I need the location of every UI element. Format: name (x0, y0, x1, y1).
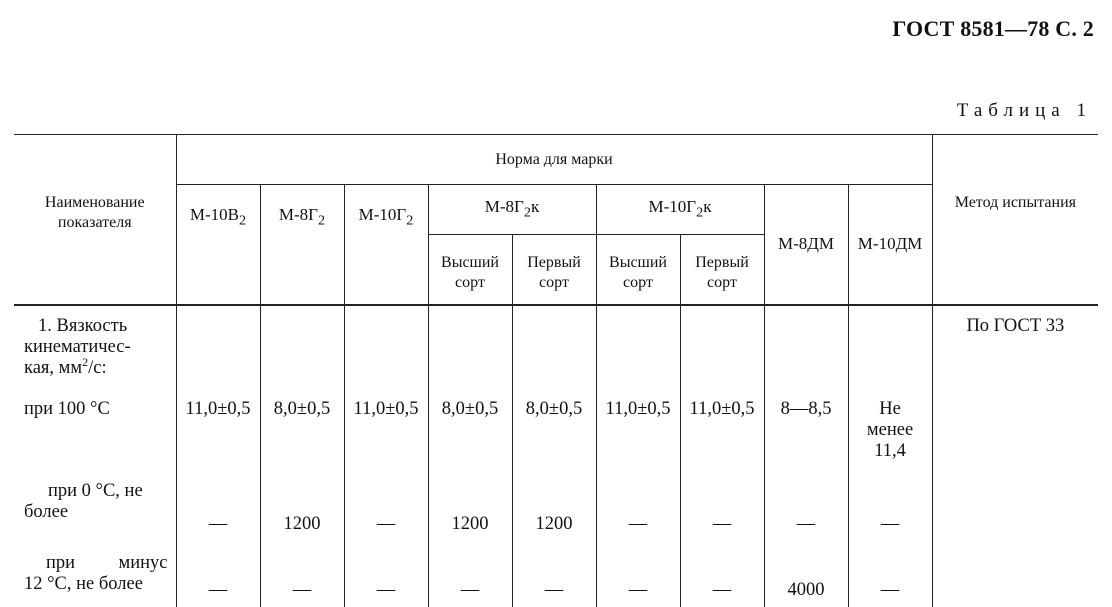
subgrade-header-m8g2k-first: Первый сорт (512, 235, 596, 305)
row-0c-label: при 0 °С, не более (14, 481, 176, 541)
cell-minus12c-m10g2k-first: — (680, 541, 764, 607)
cell-100c-m10g2: 11,0±0,5 (344, 399, 428, 481)
norm-header: Норма для марки (176, 135, 932, 185)
cell-100c-m10g2k-first: 11,0±0,5 (680, 399, 764, 481)
table-caption: Таблица 1 (956, 100, 1092, 121)
cell-0c-m10g2k-highest: — (596, 481, 680, 541)
subgrade-header-m8g2k-highest: Высший сорт (428, 235, 512, 305)
cell-100c-m10g2k-highest: 11,0±0,5 (596, 399, 680, 481)
cell-0c-m8g2k-first: 1200 (512, 481, 596, 541)
cell-minus12c-m8dm: 4000 (764, 541, 848, 607)
cell-100c-m10v2: 11,0±0,5 (176, 399, 260, 481)
method-header: Метод испытания (932, 135, 1098, 305)
cell-minus12c-m10g2: — (344, 541, 428, 607)
cell-100c-m8g2k-highest: 8,0±0,5 (428, 399, 512, 481)
cell-minus12c-m10g2k-highest: — (596, 541, 680, 607)
subgrade-header-m10g2k-highest: Высший сорт (596, 235, 680, 305)
cell-minus12c-m10dm: — (848, 541, 932, 607)
indicator-1-title: 1. Вязкость кинематичес- кая, $мм^2/с$: (14, 305, 176, 399)
cell-100c-m8g2: 8,0±0,5 (260, 399, 344, 481)
cell-minus12c-m8g2k-highest: — (428, 541, 512, 607)
cell-0c-m8g2: 1200 (260, 481, 344, 541)
grade-header-m10g2: $М-10Г_2$ (344, 185, 428, 305)
grade-header-m8g2k: $М-8Г_2к$ (428, 185, 596, 235)
document-header: ГОСТ 8581—78 С. 2 (892, 16, 1094, 41)
grade-header-m8dm: М-8ДМ (764, 185, 848, 305)
cell-0c-m10v2: — (176, 481, 260, 541)
cell-0c-m8g2k-highest: 1200 (428, 481, 512, 541)
indicator-1-method: По ГОСТ 33 (932, 305, 1098, 399)
cell-0c-m10dm: — (848, 481, 932, 541)
cell-100c-m10dm: Не менее 11,4 (848, 399, 932, 481)
specification-table (14, 134, 1098, 607)
indicator-name-header: Наименование показателя (14, 135, 176, 305)
grade-header-m10dm: М-10ДМ (848, 185, 932, 305)
grade-header-m10g2k: $М-10Г_2к$ (596, 185, 764, 235)
cell-minus12c-m10v2: — (176, 541, 260, 607)
cell-minus12c-m8g2k-first: — (512, 541, 596, 607)
row-minus12c-label: при минус 12 °С, не более (14, 541, 176, 607)
grade-header-m8g2: $М-8Г_2$ (260, 185, 344, 305)
grade-header-m10v2: $М-10В_2$ (176, 185, 260, 305)
cell-0c-m10g2: — (344, 481, 428, 541)
row-100c-label: при 100 °С (14, 399, 176, 481)
cell-0c-m10g2k-first: — (680, 481, 764, 541)
cell-100c-m8dm: 8—8,5 (764, 399, 848, 481)
cell-0c-m8dm: — (764, 481, 848, 541)
cell-100c-m8g2k-first: 8,0±0,5 (512, 399, 596, 481)
cell-minus12c-m8g2: — (260, 541, 344, 607)
subgrade-header-m10g2k-first: Первый сорт (680, 235, 764, 305)
